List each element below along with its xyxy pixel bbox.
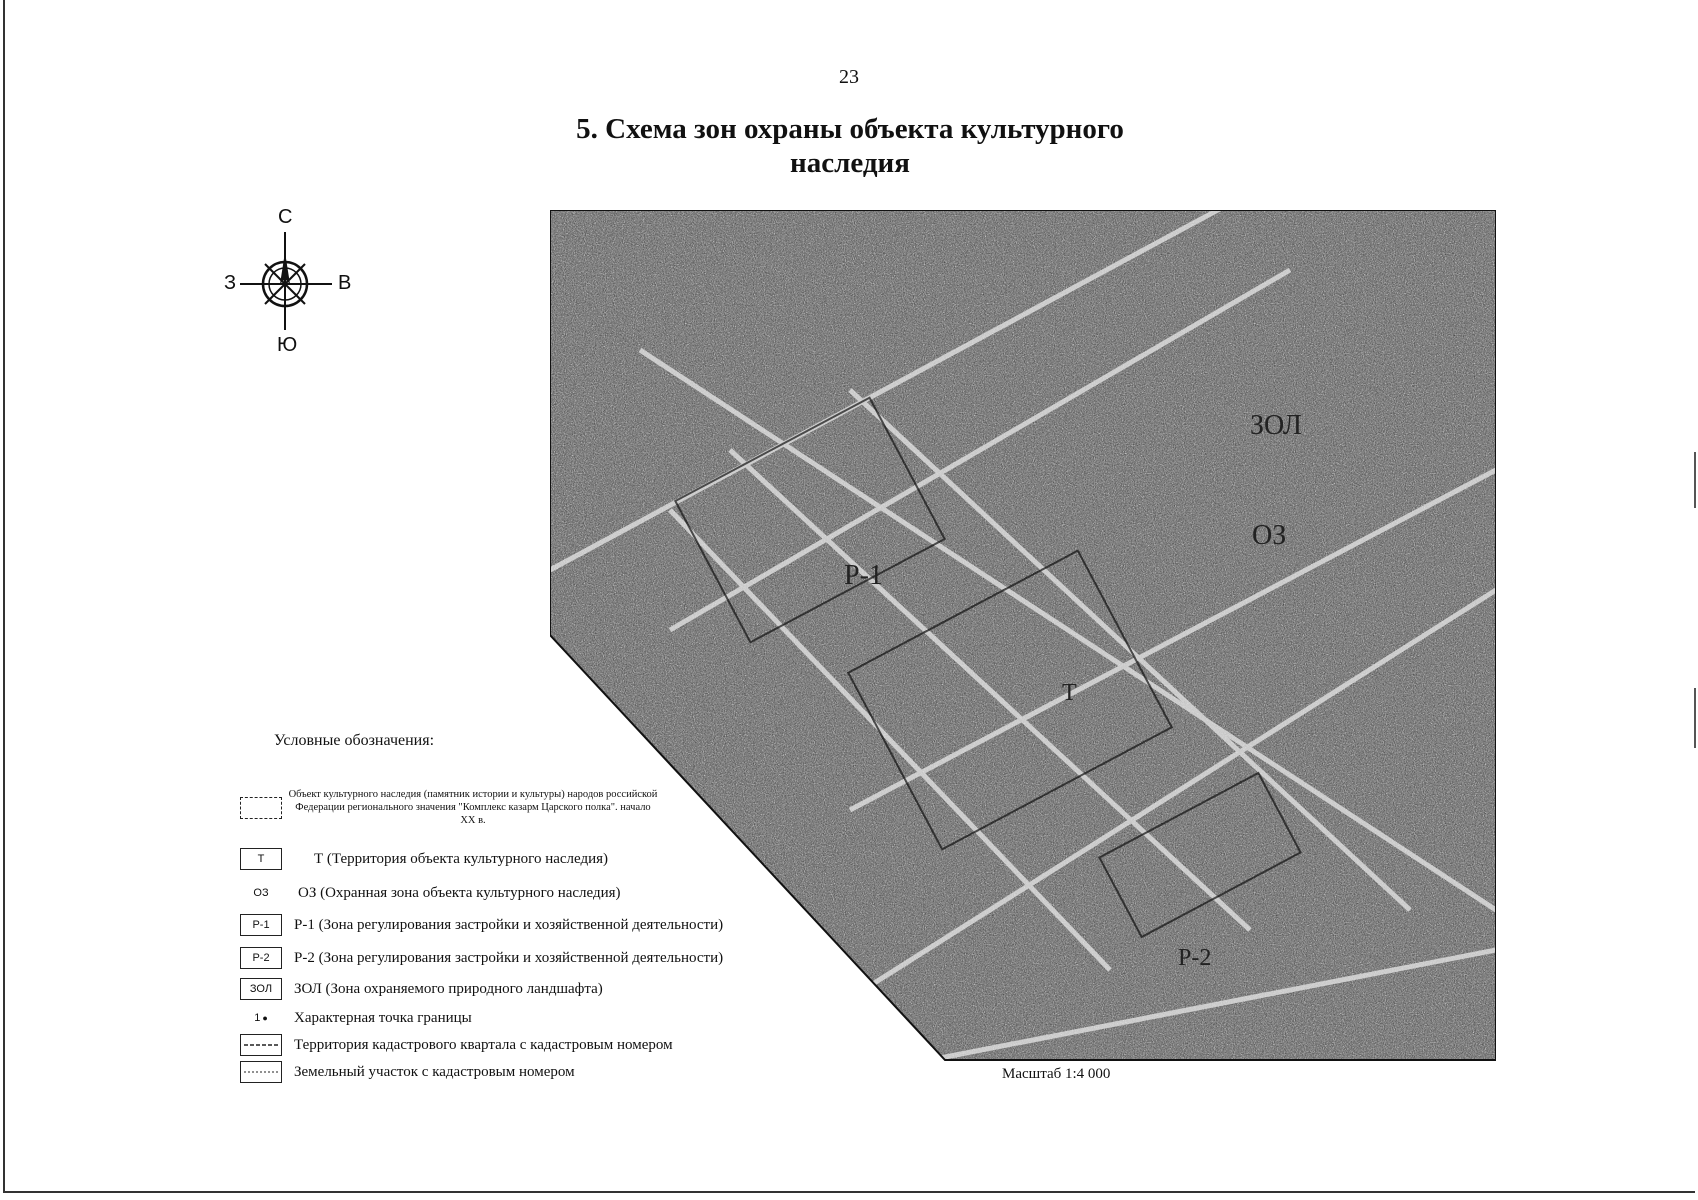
- zone-label-zol: ЗОЛ: [1250, 410, 1302, 441]
- legend-symbol-land-plot: [240, 1061, 282, 1083]
- page-bottom-border: [3, 1191, 1695, 1193]
- legend-symbol-cadastral-quarter: [240, 1034, 282, 1056]
- legend-item-heritage-object: [240, 788, 658, 827]
- legend-label-r2: Р-2 (Зона регулирования застройки и хозяйственной деятельности): [294, 949, 724, 966]
- title-line-1: 5. Схема зон охраны объекта культурного: [576, 113, 1124, 145]
- legend-item-protection-zone: [240, 882, 621, 904]
- legend-label-r1: Р-1 (Зона регулирования застройки и хозяйственной деятельности): [294, 916, 724, 933]
- legend-label-heritage: Объект культурного наследия (памятник истории и культуры) народов российской Федерации регионального значения "Комплекс казарм Царского полка". начало XX в.: [288, 789, 658, 826]
- compass-rose-icon: [220, 206, 360, 362]
- zone-label-r1: Р-1: [844, 560, 883, 591]
- legend-label-territory: Т (Территория объекта культурного наследия): [314, 850, 609, 867]
- legend-item-r1: [240, 914, 723, 936]
- boundary-point-icon: ●: [262, 1013, 268, 1023]
- legend-item-boundary-point: [240, 1007, 472, 1029]
- legend-heading: Условные обозначения:: [274, 732, 435, 749]
- legend-symbol-territory: Т: [240, 848, 282, 870]
- page-number: 23: [839, 66, 859, 88]
- compass-north-label: С: [278, 206, 293, 228]
- title-line-2: наследия: [790, 147, 910, 179]
- legend-symbol-heritage: [240, 797, 282, 819]
- legend-item-territory: [240, 848, 608, 870]
- legend-label-cadastral-quarter: Территория кадастрового квартала с кадастровым номером: [294, 1036, 673, 1053]
- zone-label-r2: Р-2: [1178, 945, 1212, 971]
- compass-east-label: В: [338, 272, 352, 294]
- boundary-point-number: 1: [254, 1012, 261, 1024]
- legend-label-protection-zone: ОЗ (Охранная зона объекта культурного наследия): [298, 884, 621, 901]
- edge-mark: [1694, 452, 1696, 508]
- dashed-line-icon: [244, 1041, 278, 1049]
- legend-symbol-r2: Р-2: [240, 947, 282, 969]
- dashed-line-icon: [244, 1068, 278, 1076]
- edge-mark: [1694, 688, 1696, 748]
- legend-symbol-boundary-point: [240, 1007, 282, 1029]
- legend-item-r2: [240, 947, 723, 969]
- legend-label-land-plot: Земельный участок с кадастровым номером: [294, 1063, 575, 1080]
- legend-item-land-plot: [240, 1061, 575, 1083]
- legend-label-zol: ЗОЛ (Зона охраняемого природного ландшафта): [294, 980, 603, 997]
- legend-item-zol: [240, 978, 603, 1000]
- legend-label-boundary-point: Характерная точка границы: [294, 1009, 472, 1026]
- page-title: [520, 112, 1180, 180]
- compass-west-label: З: [224, 272, 237, 294]
- legend-symbol-zol: ЗОЛ: [240, 978, 282, 1000]
- legend-symbol-r1: Р-1: [240, 914, 282, 936]
- legend-symbol-protection-zone: ОЗ: [253, 887, 269, 899]
- map-scale: Масштаб 1:4 000: [1002, 1066, 1111, 1082]
- zone-label-t: Т: [1062, 680, 1077, 706]
- zone-label-oz: ОЗ: [1252, 520, 1287, 551]
- compass-south-label: Ю: [277, 334, 298, 356]
- page-left-border: [3, 0, 5, 1193]
- legend-item-cadastral-quarter: [240, 1034, 673, 1056]
